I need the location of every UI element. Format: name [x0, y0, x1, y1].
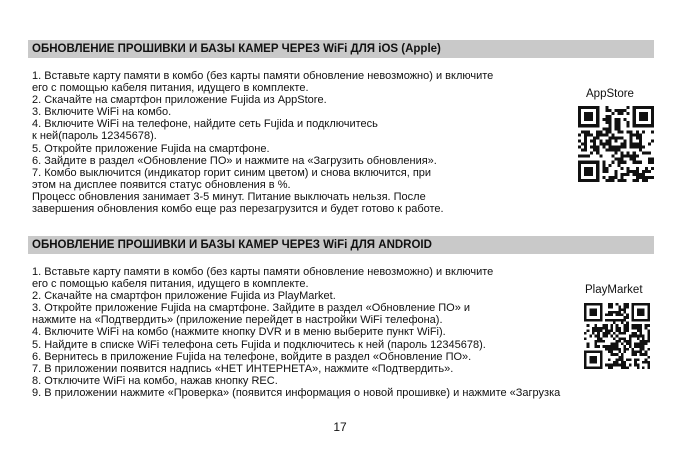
section-title-android: ОБНОВЛЕНИЕ ПРОШИВКИ И БАЗЫ КАМЕР ЧЕРЕЗ WiFi ДЛЯ ANDROID: [28, 236, 654, 254]
instruction-line: нажмите на «Подтвердить» (приложение перейдет в настройки WiFi телефона).: [32, 314, 443, 327]
section-title-ios: ОБНОВЛЕНИЕ ПРОШИВКИ И БАЗЫ КАМЕР ЧЕРЕЗ WiFi ДЛЯ iOS (Apple): [28, 40, 654, 58]
instruction-line: 8. Отключите WiFi на комбо, нажав кнопку REC.: [32, 374, 278, 387]
instruction-line: 5. Найдите в списке WiFi телефона сеть Fujida и подключитесь к ней (пароль 12345678).: [32, 338, 486, 351]
instruction-line: к ней(пароль 12345678).: [32, 130, 157, 143]
instruction-line: 7. Комбо выключится (индикатор горит синим цветом) и снова включится, при: [32, 166, 432, 179]
instruction-line: его с помощью кабеля питания, идущего в комплекте.: [32, 278, 309, 291]
instruction-line: Процесс обновления занимает 3-5 минут. Питание выключать нельзя. После: [32, 190, 426, 203]
instruction-line: 3. Включите WiFi на комбо.: [32, 106, 172, 119]
instruction-line: 5. Откройте приложение Fujida на смартфоне.: [32, 142, 270, 155]
instruction-line: этом на дисплее появится статус обновления в %.: [32, 178, 291, 191]
instruction-line: 4. Включите WiFi на телефоне, найдите сеть Fujida и подключитесь: [32, 118, 378, 131]
instruction-line: 6. Вернитесь в приложение Fujida на телефоне, войдите в раздел «Обновление ПО».: [32, 350, 472, 363]
instruction-line: его с помощью кабеля питания, идущего в комплекте.: [32, 82, 309, 95]
instruction-line: 2. Скачайте на смартфон приложение Fujida из AppStore.: [32, 94, 327, 107]
instruction-line: 1. Вставьте карту памяти в комбо (без карты памяти обновление невозможно) и включите: [32, 266, 494, 278]
instructions-android: [32, 266, 560, 399]
appstore-label: AppStore: [586, 88, 634, 100]
instruction-line: 1. Вставьте карту памяти в комбо (без карты памяти обновление невозможно) и включите: [32, 70, 494, 82]
qr-code-icon[interactable]: [578, 106, 654, 182]
instruction-line: 2. Скачайте на смартфон приложение Fujida из PlayMarket.: [32, 290, 336, 303]
qr-code-icon[interactable]: [584, 303, 650, 369]
instruction-line: 3. Откройте приложение Fujida на смартфоне. Зайдите в раздел «Обновление ПО» и: [32, 302, 471, 315]
qr-code-icon: [578, 106, 654, 182]
instruction-line: 6. Зайдите в раздел «Обновление ПО» и нажмите на «Загрузить обновления».: [32, 154, 437, 167]
playmarket-label: PlayMarket: [585, 284, 643, 296]
instruction-line: 9. В приложении нажмите «Проверка» (появится информация о новой прошивке) и нажмите «Загрузка: [32, 386, 561, 399]
instruction-line: 7. В приложении появится надпись «НЕТ ИНТЕРНЕТА», нажмите «Подтвердить».: [32, 362, 454, 375]
instruction-line: завершения обновления комбо еще раз перезагрузится и будет готово к работе.: [32, 203, 444, 216]
qr-code-icon: [584, 303, 650, 369]
instruction-line: 4. Включите WiFi на комбо (нажмите кнопку DVR и в меню выберите пункт WiFi).: [32, 326, 446, 339]
page-number: 17: [333, 420, 347, 434]
instructions-ios: [32, 70, 493, 215]
